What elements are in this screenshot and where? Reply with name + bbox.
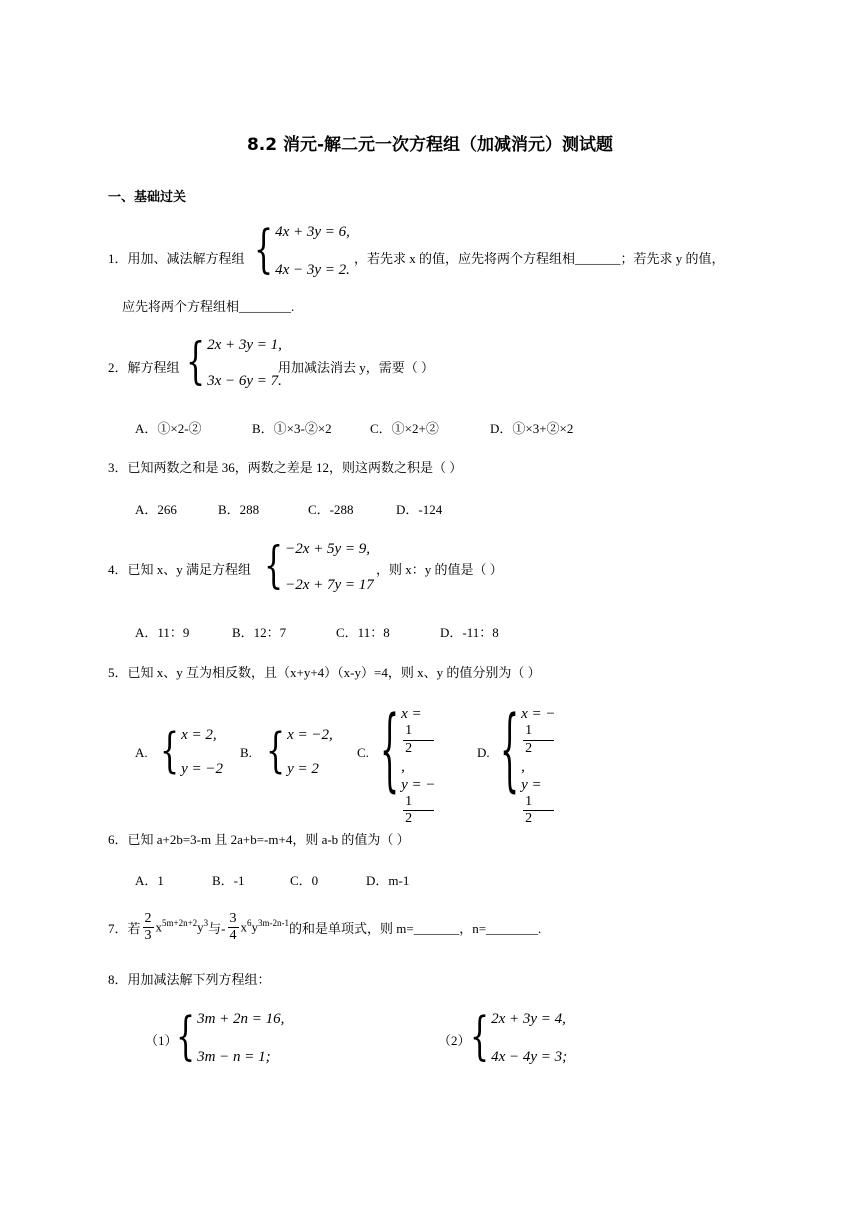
- brace-icon: {: [470, 1007, 490, 1067]
- q6-option-c: C．0: [290, 873, 319, 888]
- frac-den: 4: [229, 927, 237, 943]
- q8-p2-eq2: 4x − 4y = 3;: [491, 1049, 568, 1065]
- q5-b-eq2: y = 2: [287, 761, 319, 777]
- q8-p2-eq1: 2x + 3y = 4,: [491, 1011, 566, 1027]
- q8-text: 8．用加减法解下列方程组：: [108, 972, 271, 987]
- q4-option-b: B．12：7: [232, 625, 287, 640]
- frac-den: 3: [144, 927, 152, 943]
- frac-den: 2: [525, 740, 533, 756]
- q7-t2-ybase: y: [251, 919, 259, 935]
- q5-label-d: D.: [477, 745, 490, 760]
- q7-t1-base: x: [155, 919, 163, 935]
- q8-p1-eq2: 3m − n = 1;: [197, 1049, 271, 1065]
- q5-c-y: [401, 776, 435, 829]
- q7-t1-exp: 5m+2n+2: [162, 918, 198, 929]
- q8-part1-system: [176, 1007, 285, 1067]
- q8-part1-label: （1）: [145, 1033, 178, 1048]
- brace-icon: {: [264, 537, 284, 596]
- q5-label-b: B.: [240, 745, 252, 760]
- q2-eq1: 2x + 3y = 1,: [207, 337, 282, 353]
- q5-d-x-tail: ,: [521, 758, 525, 775]
- q5-c-x-fraction: [403, 723, 433, 758]
- q5-a-eq2: y = −2: [181, 761, 223, 777]
- q7-t2-yexp: 3m-2n-1: [258, 918, 290, 929]
- q2-option-c: C．①×2+②: [370, 421, 439, 436]
- q4-eq2: −2x + 7y = 17: [285, 577, 374, 593]
- q1-eq2: 4x − 3y = 2.: [275, 262, 350, 278]
- q7-term-2: [241, 918, 290, 935]
- q7-suffix: 的和是单项式，则 m=_______，n=________.: [289, 920, 542, 936]
- q4-prefix: 4．已知 x、y 满足方程组: [108, 562, 252, 577]
- brace-icon: {: [186, 333, 206, 392]
- q7-prefix: 7．若: [108, 920, 141, 936]
- q5-c-x-lhs: x =: [401, 706, 422, 722]
- brace-icon: {: [500, 699, 520, 804]
- q3-option-d: D．-124: [396, 502, 443, 517]
- q6-text: 6．已知 a+2b=3-m 且 2a+b=-m+4，则 a-b 的值为（ ）: [108, 832, 410, 847]
- q5-c-x: [401, 705, 435, 776]
- q5-label-a: A.: [135, 745, 148, 760]
- q2-option-a: A．①×2-②: [135, 421, 202, 436]
- q1-suffix: ，若先求 x 的值，应先将两个方程组相_______；若先求 y 的值，: [354, 251, 725, 266]
- q4-suffix: ，则 x：y 的值是（ ）: [376, 562, 503, 577]
- frac-num: 2: [144, 911, 152, 927]
- q5-d-y-lhs: y =: [521, 776, 542, 793]
- frac-num: 3: [229, 911, 237, 927]
- q5-b-eq1: x = −2,: [287, 727, 333, 743]
- q6-option-d: D．m-1: [366, 873, 410, 888]
- q5-c-y-lhs: y = −: [401, 776, 436, 793]
- q5-c-x-tail: ,: [401, 758, 405, 775]
- frac-num: 1: [403, 794, 433, 812]
- brace-icon: {: [254, 220, 274, 280]
- frac-num: 1: [403, 723, 433, 741]
- frac-den: 2: [405, 811, 413, 827]
- q3-option-a: A．266: [135, 502, 177, 517]
- q8-part2-system: [470, 1007, 568, 1067]
- q2-eq2: 3x − 6y = 7.: [207, 373, 282, 389]
- q1-eq1: 4x + 3y = 6,: [275, 224, 350, 240]
- q4-option-a: A．11：9: [135, 625, 190, 640]
- brace-icon: {: [176, 1007, 196, 1067]
- q5-c-y-fraction: [403, 794, 433, 829]
- question-7: [108, 904, 541, 950]
- q1-prefix: 1．用加、减法解方程组: [108, 251, 245, 266]
- q7-t2-exp: 6: [247, 918, 252, 929]
- q5-d-x-lhs: x = −: [521, 706, 556, 722]
- q7-mid: 与-: [208, 920, 226, 936]
- q4-equation-system: [264, 537, 374, 596]
- q5-d-x: [521, 705, 555, 776]
- q7-fraction-1: [143, 911, 154, 943]
- q3-option-b: B．288: [218, 502, 260, 517]
- brace-icon: {: [160, 723, 180, 780]
- q2-suffix: 用加减法消去 y，需要（ ）: [278, 360, 435, 375]
- q5-d-y-fraction: [523, 794, 553, 829]
- q5-d-y: [521, 776, 555, 829]
- frac-num: 1: [523, 723, 553, 741]
- page-title: 8.2 消元-解二元一次方程组（加减消元）测试题: [246, 135, 614, 155]
- q5-option-d-system: [500, 699, 556, 827]
- q5-text: 5．已知 x、y 互为相反数，且（x+y+4）（x-y）=4，则 x、y 的值分别为（ ）: [108, 665, 541, 680]
- q3-option-c: C．-288: [308, 502, 354, 517]
- frac-den: 2: [525, 811, 533, 827]
- q2-option-d: D．①×3+②×2: [490, 421, 574, 436]
- q1-equation-system: [254, 220, 350, 280]
- q3-text: 3．已知两数之和是 36，两数之差是 12，则这两数之积是（ ）: [108, 460, 463, 475]
- q8-part2-label: （2）: [438, 1033, 471, 1048]
- q4-option-c: C．11：8: [336, 625, 390, 640]
- q2-prefix: 2．解方程组: [108, 360, 180, 375]
- q7-t2-base: x: [240, 919, 248, 935]
- brace-icon: {: [266, 723, 286, 780]
- frac-num: 1: [523, 794, 553, 812]
- q2-option-b: B．①×3-②×2: [252, 421, 332, 436]
- q8-p1-eq1: 3m + 2n = 16,: [197, 1011, 285, 1027]
- q1-line2: 应先将两个方程组相________.: [122, 299, 295, 314]
- q7-t1-ybase: y: [197, 919, 204, 935]
- q5-option-b-system: [266, 723, 333, 780]
- q7-term-1: [156, 918, 209, 935]
- q5-option-c-system: [380, 699, 436, 827]
- q7-fraction-2: [228, 911, 239, 943]
- q5-d-x-fraction: [523, 723, 553, 758]
- q2-equation-system: [186, 333, 282, 392]
- q5-a-eq1: x = 2,: [181, 727, 217, 743]
- q5-label-c: C.: [357, 745, 369, 760]
- q5-option-a-system: [160, 723, 223, 780]
- brace-icon: {: [380, 699, 400, 804]
- q4-eq1: −2x + 5y = 9,: [285, 541, 371, 557]
- q6-option-b: B．-1: [212, 873, 245, 888]
- q4-option-d: D．-11：8: [440, 625, 499, 640]
- q7-t1-yexp: 3: [203, 918, 209, 929]
- section-heading: 一、基础过关: [108, 190, 187, 205]
- q6-option-a: A．1: [135, 873, 164, 888]
- frac-den: 2: [405, 740, 413, 756]
